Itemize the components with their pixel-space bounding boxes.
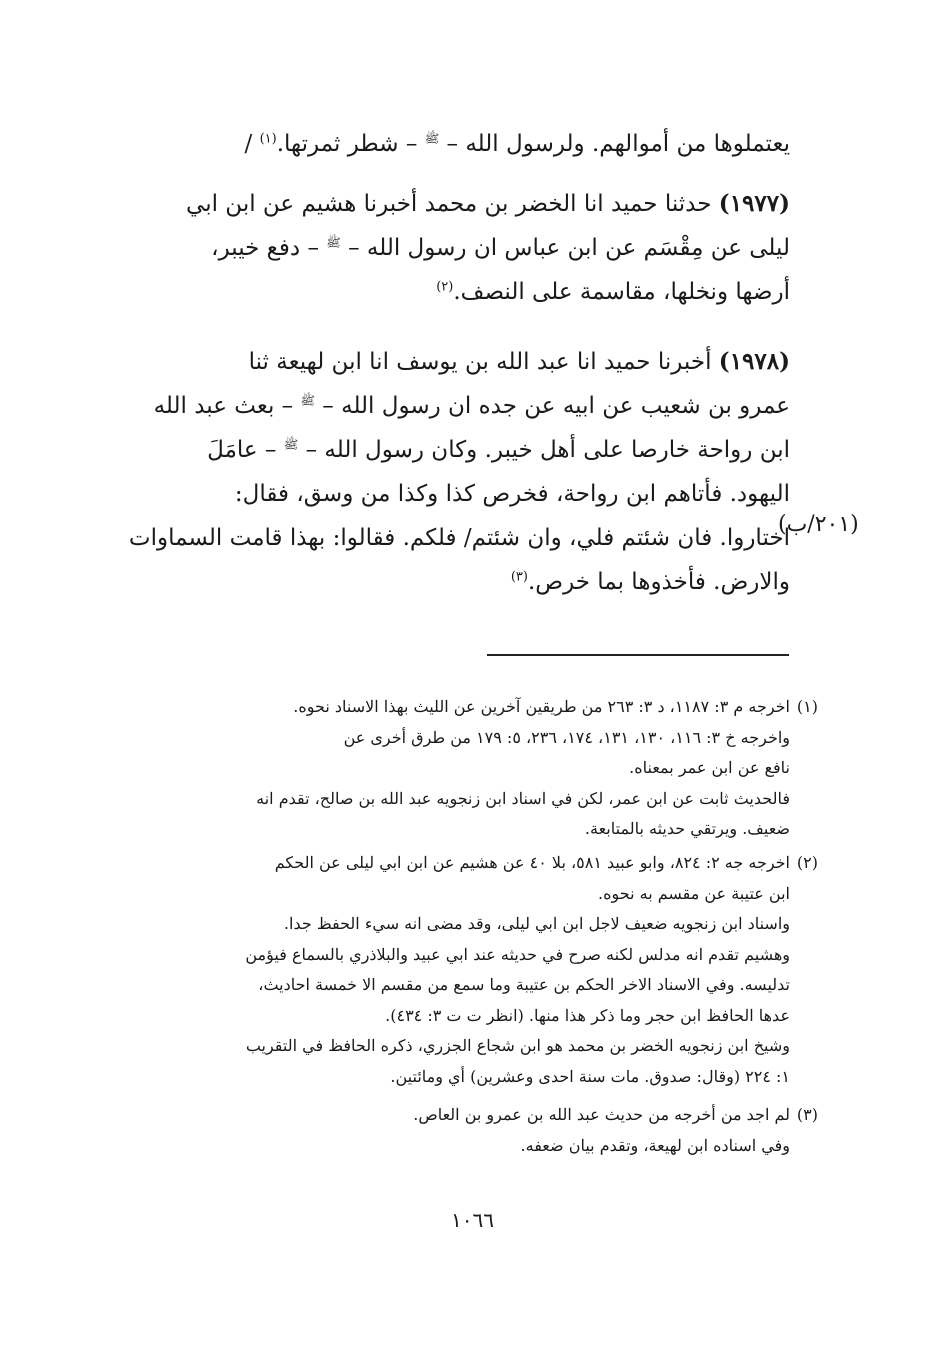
hadith-number: (١٩٧٧) xyxy=(718,190,790,217)
footnote-number: (١) xyxy=(796,697,818,716)
hadith-1977 xyxy=(125,182,790,314)
footnote-line: تدليسه. وفي الاسناد الاخر الحكم بن عتيبة وما سمع من مقسم الا خمسة احاديث، xyxy=(258,975,790,994)
footnote-line: فالحديث ثابت عن ابن عمر، لكن في اسناد ابن زنجويه عبد الله بن صالح، تقدم انه xyxy=(256,788,790,808)
hadith-1977-line-3: أرضها ونخلها، مقاسمة على النصف.$^{(٢)}$ xyxy=(436,279,790,305)
footnote-line: واخرجه خ ٣: ١١٦، ١٣٠، ١٣١، ١٧٤، ٢٣٦، ٥: ١٧٩ من طرق أخرى عن xyxy=(343,727,790,747)
hadith-1977-line-2: ليلى عن مِقْسَم عن ابن عباس ان رسول الله – $^ﷺ$ – دفع خيبر، xyxy=(211,235,790,261)
footnote-line: ابن عتيبة عن مقسم به نحوه. xyxy=(598,883,790,903)
footnote-line: وهشيم تقدم انه مدلس لكنه صرح في حديثه عند ابي عبيد والبلاذري بالسماع فيؤمن xyxy=(245,944,790,964)
hadith-1978-line-6: والارض. فأخذوها بما خرص.$^{(٣)}$ xyxy=(510,569,790,595)
footnote-number: (٢) xyxy=(796,853,818,872)
footnote-line: ١: ٢٢٤ (وقال: صدوق. مات سنة احدى وعشرين) أي ومائتين. xyxy=(390,1066,790,1086)
footnote-line: واسناد ابن زنجويه ضعيف لاجل ابن ابي ليلى، وقد مضى انه سيء الحفظ جدا. xyxy=(283,914,790,933)
continuation-line: يعتملوها من أموالهم. ولرسول الله – $^ﷺ$ – شطر ثمرتها.$^{(١)}$ / xyxy=(244,131,790,157)
footnote-line: اخرجه م ٣: ١١٨٧، د ٣: ٢٦٣ من طريقين آخرين عن الليث بهذا الاسناد نحوه. xyxy=(293,697,790,716)
hadith-1977-line-1: (١٩٧٧) حدثنا حميد انا الخضر بن محمد أخبرنا هشيم عن ابن ابي xyxy=(186,190,790,217)
footnote-line: لم اجد من أخرجه من حديث عبد الله بن عمرو بن العاص. xyxy=(413,1105,790,1124)
salawat-glyph: ﷺ xyxy=(283,437,299,452)
page-number: ١٠٦٦ xyxy=(451,1208,494,1232)
hadith-1978 xyxy=(125,340,790,604)
hadith-1978-line-4: اليهود. فأتاهم ابن رواحة، فخرص كذا وكذا من وسق، فقال: xyxy=(234,481,790,507)
footnote-number: (٣) xyxy=(796,1105,818,1124)
footnote-line: ضعيف. ويرتقي حديثه بالمتابعة. xyxy=(584,819,790,838)
continuation-paragraph xyxy=(125,122,790,166)
hadith-number: (١٩٧٨) xyxy=(718,348,790,375)
footnote-ref: (١) xyxy=(259,131,277,147)
footnote-line: عدها الحافظ ابن حجر وما ذكر هذا منها. (انظر ت ت ٣: ٤٣٤). xyxy=(385,1005,790,1025)
salawat-glyph: ﷺ xyxy=(424,131,440,146)
folio-margin-note: (٢٠١/ب) xyxy=(778,512,859,537)
footnote-ref: (٣) xyxy=(510,569,528,585)
footnote-line: وشيخ ابن زنجويه الخضر بن محمد هو ابن شجاع الجزري، ذكره الحافظ في التقريب xyxy=(245,1036,790,1055)
footnote-line: نافع عن ابن عمر بمعناه. xyxy=(629,758,790,777)
salawat-glyph: ﷺ xyxy=(300,393,315,408)
footnote-1 xyxy=(125,692,818,845)
footnote-line: اخرجه جه ٢: ٨٢٤، وابو عبيد ٥٨١، بلا ٤٠ عن هشيم عن ابن ابي ليلى عن الحكم xyxy=(274,853,790,872)
salawat-glyph: ﷺ xyxy=(326,235,341,250)
hadith-1978-line-2: عمرو بن شعيب عن ابيه عن جده ان رسول الله – $^ﷺ$ – بعث عبد الله xyxy=(153,393,790,419)
footnote-line: وفي اسناده ابن لهيعة، وتقدم بيان ضعفه. xyxy=(520,1135,790,1155)
footnote-divider xyxy=(487,654,789,656)
footnote-ref: (٢) xyxy=(436,279,454,295)
hadith-1978-line-1: (١٩٧٨) أخبرنا حميد انا عبد الله بن يوسف انا ابن لهيعة ثنا xyxy=(248,348,790,375)
footnote-3 xyxy=(125,1100,818,1161)
mark: / xyxy=(244,131,253,157)
footnote-2 xyxy=(125,848,818,1092)
hadith-1978-line-5: اختاروا. فان شئتم فلي، وان شئتم/ فلكم. فقالوا: بهذا قامت السماوات xyxy=(128,525,790,551)
hadith-1978-line-3: ابن رواحة خارصا على أهل خيبر. وكان رسول الله – $^ﷺ$ – عامَلَ xyxy=(207,437,790,463)
